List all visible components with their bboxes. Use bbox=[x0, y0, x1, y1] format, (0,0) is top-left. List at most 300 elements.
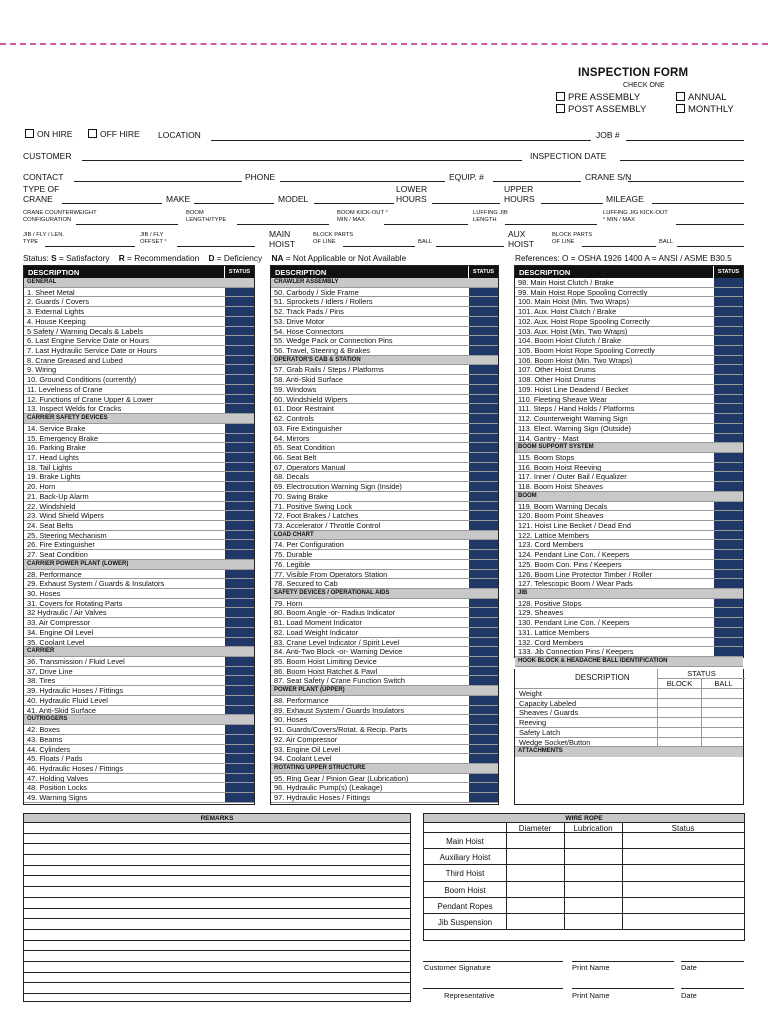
status-cell[interactable] bbox=[468, 540, 498, 549]
status-cell[interactable] bbox=[468, 327, 498, 336]
status-cell[interactable] bbox=[468, 317, 498, 326]
status-cell[interactable] bbox=[713, 482, 743, 491]
status-cell[interactable] bbox=[713, 346, 743, 355]
status-cell[interactable] bbox=[468, 297, 498, 306]
status-cell[interactable] bbox=[468, 715, 498, 724]
status-cell[interactable] bbox=[224, 570, 254, 579]
wire-rope-cell[interactable] bbox=[622, 849, 623, 864]
hook-status-cell[interactable] bbox=[701, 718, 745, 727]
status-cell[interactable] bbox=[468, 365, 498, 374]
crane-sn-field[interactable] bbox=[628, 181, 744, 182]
inspection-item bbox=[515, 434, 743, 444]
inspection-item bbox=[271, 560, 498, 570]
status-cell[interactable] bbox=[468, 346, 498, 355]
remarks-line[interactable] bbox=[24, 887, 410, 898]
status-cell[interactable] bbox=[713, 618, 743, 627]
inspection-item bbox=[24, 472, 254, 482]
representative-label: Representative bbox=[444, 991, 495, 1000]
status-cell[interactable] bbox=[713, 550, 743, 559]
status-cell[interactable] bbox=[224, 531, 254, 540]
hook-block-row bbox=[515, 718, 743, 728]
remarks-line[interactable] bbox=[24, 951, 410, 962]
inspection-item bbox=[515, 608, 743, 618]
status-cell[interactable] bbox=[224, 511, 254, 520]
status-cell[interactable] bbox=[713, 385, 743, 394]
item-label: 117. Inner / Outer Bail / Equalizer bbox=[518, 472, 627, 482]
inspection-item bbox=[24, 307, 254, 317]
status-cell[interactable] bbox=[224, 443, 254, 452]
status-cell[interactable] bbox=[224, 385, 254, 394]
hook-status-cell[interactable] bbox=[701, 738, 745, 747]
checkbox-icon[interactable] bbox=[88, 129, 97, 138]
status-cell[interactable] bbox=[468, 443, 498, 452]
status-cell[interactable] bbox=[713, 288, 743, 297]
status-cell[interactable] bbox=[468, 414, 498, 423]
item-label: 68. Decals bbox=[274, 472, 309, 482]
item-label: 90. Hoses bbox=[274, 715, 308, 725]
status-cell[interactable] bbox=[713, 511, 743, 520]
item-label: 26. Fire Extinguisher bbox=[27, 540, 95, 550]
status-cell[interactable] bbox=[224, 463, 254, 472]
status-cell[interactable] bbox=[224, 540, 254, 549]
inspection-item bbox=[271, 472, 498, 482]
item-label: 93. Engine Oil Level bbox=[274, 744, 341, 754]
mileage-label: MILEAGE bbox=[606, 194, 644, 204]
inspection-item bbox=[24, 686, 254, 696]
inspection-date-field[interactable] bbox=[620, 160, 744, 161]
inspection-item bbox=[515, 540, 743, 550]
status-cell[interactable] bbox=[713, 307, 743, 316]
hook-status-cell[interactable] bbox=[701, 689, 745, 698]
item-label: 103. Aux. Hoist (Min. Two Wraps) bbox=[518, 326, 628, 336]
hook-status-cell[interactable] bbox=[657, 728, 701, 737]
status-cell[interactable] bbox=[224, 618, 254, 627]
remarks-line[interactable] bbox=[24, 962, 410, 973]
status-cell[interactable] bbox=[468, 288, 498, 297]
status-cell[interactable] bbox=[468, 638, 498, 647]
remarks-line[interactable] bbox=[24, 823, 410, 834]
status-cell[interactable] bbox=[713, 638, 743, 647]
status-cell[interactable] bbox=[468, 657, 498, 666]
status-cell[interactable] bbox=[468, 696, 498, 705]
wire-rope-table bbox=[423, 813, 745, 941]
status-cell[interactable] bbox=[224, 745, 254, 754]
model-label: MODEL bbox=[278, 194, 309, 204]
status-cell[interactable] bbox=[224, 774, 254, 783]
status-cell[interactable] bbox=[713, 395, 743, 404]
status-cell[interactable] bbox=[224, 336, 254, 345]
inspection-item bbox=[24, 443, 254, 453]
status-cell[interactable] bbox=[468, 307, 498, 316]
inspection-column-2 bbox=[270, 265, 499, 805]
status-cell[interactable] bbox=[468, 336, 498, 345]
remarks-box[interactable] bbox=[23, 813, 411, 1002]
status-cell[interactable] bbox=[468, 667, 498, 676]
status-cell[interactable] bbox=[224, 735, 254, 744]
remarks-line[interactable] bbox=[24, 919, 410, 930]
status-cell[interactable] bbox=[224, 404, 254, 413]
status-cell[interactable] bbox=[224, 492, 254, 501]
section-header bbox=[24, 715, 254, 725]
status-cell[interactable] bbox=[224, 628, 254, 637]
status-cell[interactable] bbox=[468, 608, 498, 617]
status-cell[interactable] bbox=[468, 599, 498, 608]
wire-rope-cell[interactable] bbox=[564, 914, 565, 929]
contact-field[interactable] bbox=[74, 181, 242, 182]
item-label: 113. Elect. Warning Sign (Outside) bbox=[518, 423, 631, 433]
inspection-item bbox=[24, 657, 254, 667]
upper-hours-field[interactable] bbox=[541, 203, 603, 204]
status-cell[interactable] bbox=[713, 375, 743, 384]
wire-rope-cell[interactable] bbox=[622, 865, 623, 880]
status-cell[interactable] bbox=[713, 453, 743, 462]
status-cell[interactable] bbox=[468, 745, 498, 754]
item-label: 62. Controls bbox=[274, 414, 314, 424]
wire-rope-cell[interactable] bbox=[564, 833, 565, 848]
wire-rope-cell[interactable] bbox=[506, 882, 507, 897]
description-header: DESCRIPTION bbox=[519, 268, 571, 277]
status-cell[interactable] bbox=[468, 472, 498, 481]
status-cell[interactable] bbox=[468, 579, 498, 588]
wire-rope-cell[interactable] bbox=[506, 849, 507, 864]
status-cell[interactable] bbox=[713, 278, 743, 287]
checkbox-icon[interactable] bbox=[556, 92, 565, 101]
wire-rope-cell[interactable] bbox=[622, 882, 623, 897]
item-label: 61. Door Restraint bbox=[274, 404, 334, 414]
status-cell[interactable] bbox=[713, 531, 743, 540]
item-label: 95. Ring Gear / Pinion Gear (Lubrication) bbox=[274, 773, 409, 783]
item-label: 54. Hose Connectors bbox=[274, 326, 344, 336]
remarks-line[interactable] bbox=[24, 930, 410, 941]
status-cell[interactable] bbox=[468, 647, 498, 656]
status-cell[interactable] bbox=[224, 375, 254, 384]
status-cell[interactable] bbox=[468, 706, 498, 715]
print-name-label-2: Print Name bbox=[572, 991, 610, 1000]
section-header bbox=[271, 278, 498, 288]
item-label: 45. Floats / Pads bbox=[27, 754, 83, 764]
status-cell[interactable] bbox=[224, 706, 254, 715]
item-label: 32 Hydraulic / Air Valves bbox=[27, 608, 107, 618]
checkbox-icon[interactable] bbox=[676, 92, 685, 101]
inspection-item bbox=[24, 531, 254, 541]
item-label: 37. Drive Line bbox=[27, 666, 73, 676]
status-cell[interactable] bbox=[468, 570, 498, 579]
status-cell[interactable] bbox=[224, 638, 254, 647]
status-cell[interactable] bbox=[713, 502, 743, 511]
status-cell[interactable] bbox=[224, 764, 254, 773]
luffing-jib-label: LUFFING JIB LENGTH bbox=[473, 210, 508, 223]
item-label: 3. External Lights bbox=[27, 307, 85, 317]
customer-signature-line[interactable] bbox=[423, 961, 563, 962]
status-cell[interactable] bbox=[224, 434, 254, 443]
status-cell[interactable] bbox=[224, 288, 254, 297]
status-cell[interactable] bbox=[468, 375, 498, 384]
location-field[interactable] bbox=[211, 140, 591, 141]
status-cell[interactable] bbox=[224, 346, 254, 355]
main-ball-field[interactable] bbox=[436, 246, 504, 247]
main-block-parts-field[interactable] bbox=[343, 246, 415, 247]
status-cell[interactable] bbox=[713, 317, 743, 326]
jib-fly-offset-field[interactable] bbox=[177, 246, 255, 247]
status-cell[interactable] bbox=[468, 453, 498, 462]
inspection-item bbox=[515, 317, 743, 327]
hook-block-item: Reeving bbox=[519, 718, 547, 728]
status-cell[interactable] bbox=[468, 482, 498, 491]
status-cell[interactable] bbox=[468, 492, 498, 501]
status-cell[interactable] bbox=[468, 424, 498, 433]
remarks-line[interactable] bbox=[24, 909, 410, 920]
item-label: 30. Hoses bbox=[27, 589, 61, 598]
section-label: LOAD CHART bbox=[274, 531, 314, 538]
counterweight-field[interactable] bbox=[76, 224, 178, 225]
status-cell[interactable] bbox=[468, 511, 498, 520]
status-cell[interactable] bbox=[713, 472, 743, 481]
item-label: 33. Air Compressor bbox=[27, 618, 91, 628]
annual-option[interactable]: ANNUAL bbox=[676, 92, 727, 103]
remarks-line[interactable] bbox=[24, 973, 410, 984]
inspection-item bbox=[271, 365, 498, 375]
status-cell[interactable] bbox=[713, 356, 743, 365]
status-cell[interactable] bbox=[224, 657, 254, 666]
status-cell[interactable] bbox=[468, 774, 498, 783]
wire-rope-cell[interactable] bbox=[564, 882, 565, 897]
status-cell[interactable] bbox=[224, 667, 254, 676]
inspection-item bbox=[271, 638, 498, 648]
status-cell[interactable] bbox=[713, 628, 743, 637]
wire-rope-row bbox=[424, 833, 744, 849]
item-label: 57. Grab Rails / Steps / Platforms bbox=[274, 365, 384, 375]
status-cell[interactable] bbox=[224, 424, 254, 433]
status-cell[interactable] bbox=[468, 754, 498, 763]
wire-rope-cell[interactable] bbox=[506, 833, 507, 848]
item-label: 101. Aux. Hoist Clutch / Brake bbox=[518, 307, 617, 317]
status-cell[interactable] bbox=[713, 297, 743, 306]
inspection-item bbox=[24, 764, 254, 774]
phone-field[interactable] bbox=[280, 181, 445, 182]
remarks-line[interactable] bbox=[24, 898, 410, 909]
luffing-kickout-field[interactable] bbox=[676, 224, 744, 225]
inspection-item bbox=[271, 735, 498, 745]
status-cell[interactable] bbox=[468, 735, 498, 744]
status-cell[interactable] bbox=[713, 521, 743, 530]
status-cell[interactable] bbox=[224, 599, 254, 608]
checkbox-icon[interactable] bbox=[676, 104, 685, 113]
status-cell[interactable] bbox=[224, 482, 254, 491]
status-cell[interactable] bbox=[468, 676, 498, 685]
remarks-line[interactable] bbox=[24, 855, 410, 866]
status-cell[interactable] bbox=[224, 725, 254, 734]
inspection-item bbox=[24, 550, 254, 560]
status-cell[interactable] bbox=[224, 783, 254, 792]
status-cell[interactable] bbox=[713, 404, 743, 413]
status-cell[interactable] bbox=[224, 453, 254, 462]
status-cell[interactable] bbox=[224, 327, 254, 336]
item-label: 85. Boom Hoist Limiting Device bbox=[274, 657, 377, 667]
off-hire-option[interactable]: OFF HIRE bbox=[88, 129, 140, 139]
wire-rope-cell[interactable] bbox=[564, 865, 565, 880]
print-name-line-1[interactable] bbox=[572, 961, 674, 962]
status-cell[interactable] bbox=[224, 472, 254, 481]
status-cell[interactable] bbox=[224, 754, 254, 763]
hook-status-cell[interactable] bbox=[657, 738, 701, 747]
post-assembly-option[interactable]: POST ASSEMBLY bbox=[556, 104, 646, 115]
item-label: 133. Jib Connection Pins / Keepers bbox=[518, 647, 634, 657]
inspection-item bbox=[271, 317, 498, 327]
status-cell[interactable] bbox=[224, 365, 254, 374]
wire-rope-cell[interactable] bbox=[622, 898, 623, 913]
item-label: 111. Steps / Hand Holds / Platforms bbox=[518, 404, 635, 414]
hook-status-cell[interactable] bbox=[701, 699, 745, 708]
crane-type-field[interactable] bbox=[62, 203, 162, 204]
checkbox-icon[interactable] bbox=[556, 104, 565, 113]
status-cell[interactable] bbox=[224, 521, 254, 530]
aux-block-parts-field[interactable] bbox=[582, 246, 656, 247]
status-cell[interactable] bbox=[468, 793, 498, 802]
section-label: JIB bbox=[518, 590, 528, 596]
status-cell[interactable] bbox=[713, 424, 743, 433]
mileage-field[interactable] bbox=[652, 203, 744, 204]
section-header bbox=[271, 686, 498, 696]
hook-status-cell[interactable] bbox=[701, 728, 745, 737]
boom-kickout-field[interactable] bbox=[384, 224, 468, 225]
inspection-item bbox=[24, 434, 254, 444]
representative-line[interactable] bbox=[423, 988, 563, 989]
status-cell[interactable] bbox=[713, 570, 743, 579]
remarks-line[interactable] bbox=[24, 844, 410, 855]
status-cell[interactable] bbox=[468, 395, 498, 404]
jib-fly-length-field[interactable] bbox=[45, 246, 135, 247]
make-field[interactable] bbox=[194, 203, 274, 204]
status-cell[interactable] bbox=[224, 676, 254, 685]
status-cell[interactable] bbox=[713, 336, 743, 345]
remarks-line[interactable] bbox=[24, 834, 410, 845]
item-label: 13. Inspect Welds for Cracks bbox=[27, 404, 122, 414]
checkbox-icon[interactable] bbox=[25, 129, 34, 138]
item-label: 105. Boom Hoist Rope Spooling Correctly bbox=[518, 346, 655, 356]
status-cell[interactable] bbox=[224, 579, 254, 588]
status-cell[interactable] bbox=[224, 793, 254, 802]
status-cell[interactable] bbox=[468, 783, 498, 792]
wire-rope-cell[interactable] bbox=[506, 898, 507, 913]
lower-hours-field[interactable] bbox=[432, 203, 500, 204]
status-cell[interactable] bbox=[713, 414, 743, 423]
date-line-1[interactable] bbox=[681, 961, 744, 962]
pre-assembly-option[interactable]: PRE ASSEMBLY bbox=[556, 92, 640, 103]
status-cell[interactable] bbox=[713, 434, 743, 443]
wire-rope-cell[interactable] bbox=[622, 914, 623, 929]
inspection-item bbox=[24, 676, 254, 686]
wire-rope-cell[interactable] bbox=[622, 833, 623, 848]
status-cell[interactable] bbox=[468, 434, 498, 443]
hook-status-cell[interactable] bbox=[657, 689, 701, 698]
item-label: 81. Load Moment Indicator bbox=[274, 618, 362, 628]
hook-status-cell[interactable] bbox=[701, 708, 745, 717]
status-cell[interactable] bbox=[224, 589, 254, 598]
wire-rope-row bbox=[424, 914, 744, 930]
status-cell[interactable] bbox=[713, 365, 743, 374]
status-cell[interactable] bbox=[224, 307, 254, 316]
status-cell[interactable] bbox=[468, 628, 498, 637]
wire-rope-cell[interactable] bbox=[506, 914, 507, 929]
status-cell[interactable] bbox=[468, 618, 498, 627]
status-cell[interactable] bbox=[713, 463, 743, 472]
remarks-line[interactable] bbox=[24, 941, 410, 952]
item-label: 78. Secured to Cab bbox=[274, 579, 338, 589]
remarks-line[interactable] bbox=[24, 876, 410, 887]
status-cell[interactable] bbox=[224, 395, 254, 404]
inspection-item bbox=[271, 628, 498, 638]
status-cell[interactable] bbox=[224, 696, 254, 705]
aux-ball-field[interactable] bbox=[677, 246, 744, 247]
status-cell[interactable] bbox=[713, 327, 743, 336]
status-cell[interactable] bbox=[713, 540, 743, 549]
status-cell[interactable] bbox=[713, 608, 743, 617]
status-cell[interactable] bbox=[468, 725, 498, 734]
status-cell[interactable] bbox=[713, 599, 743, 608]
status-cell[interactable] bbox=[468, 550, 498, 559]
equip-field[interactable] bbox=[493, 181, 581, 182]
wire-rope-cell[interactable] bbox=[564, 849, 565, 864]
status-cell[interactable] bbox=[224, 356, 254, 365]
column-header bbox=[515, 266, 743, 278]
monthly-option[interactable]: MONTHLY bbox=[676, 104, 734, 115]
inspection-item bbox=[515, 336, 743, 346]
job-field[interactable] bbox=[626, 140, 744, 141]
wire-rope-cell[interactable] bbox=[506, 865, 507, 880]
section-header bbox=[271, 589, 498, 599]
hook-status-cell[interactable] bbox=[657, 708, 701, 717]
status-cell[interactable] bbox=[468, 463, 498, 472]
inspection-item bbox=[24, 317, 254, 327]
status-cell[interactable] bbox=[468, 560, 498, 569]
status-cell[interactable] bbox=[224, 502, 254, 511]
inspection-item bbox=[24, 424, 254, 434]
customer-field[interactable] bbox=[82, 160, 522, 161]
print-name-line-2[interactable] bbox=[572, 988, 674, 989]
wire-rope-cell[interactable] bbox=[564, 898, 565, 913]
date-line-2[interactable] bbox=[681, 988, 744, 989]
status-cell[interactable] bbox=[224, 550, 254, 559]
status-cell[interactable] bbox=[468, 404, 498, 413]
status-cell[interactable] bbox=[468, 521, 498, 530]
item-label: 86. Boom Hoist Ratchet & Pawl bbox=[274, 666, 378, 676]
remarks-line[interactable] bbox=[24, 983, 410, 994]
boom-length-field[interactable] bbox=[237, 224, 329, 225]
on-hire-option[interactable]: ON HIRE bbox=[25, 129, 72, 139]
references-legend: References: O = OSHA 1926 1400 A = ANSI / ASME B30.5 bbox=[515, 253, 732, 263]
item-label: 96. Hydraulic Pump(s) (Leakage) bbox=[274, 783, 383, 793]
hook-status-cell[interactable] bbox=[657, 699, 701, 708]
status-cell[interactable] bbox=[224, 297, 254, 306]
section-label: CRAWLER ASSEMBLY bbox=[274, 279, 339, 285]
status-cell[interactable] bbox=[224, 608, 254, 617]
remarks-line[interactable] bbox=[24, 866, 410, 877]
status-cell[interactable] bbox=[713, 647, 743, 656]
status-cell[interactable] bbox=[713, 560, 743, 569]
status-cell[interactable] bbox=[224, 686, 254, 695]
status-cell[interactable] bbox=[224, 317, 254, 326]
status-cell[interactable] bbox=[713, 579, 743, 588]
status-cell[interactable] bbox=[468, 502, 498, 511]
inspection-item bbox=[24, 628, 254, 638]
status-cell[interactable] bbox=[468, 385, 498, 394]
hook-status-cell[interactable] bbox=[657, 718, 701, 727]
item-label: 22. Windshield bbox=[27, 501, 76, 511]
date-label-1: Date bbox=[681, 963, 697, 972]
inspection-item bbox=[515, 278, 743, 288]
luffing-jib-field[interactable] bbox=[505, 224, 597, 225]
model-field[interactable] bbox=[314, 203, 394, 204]
